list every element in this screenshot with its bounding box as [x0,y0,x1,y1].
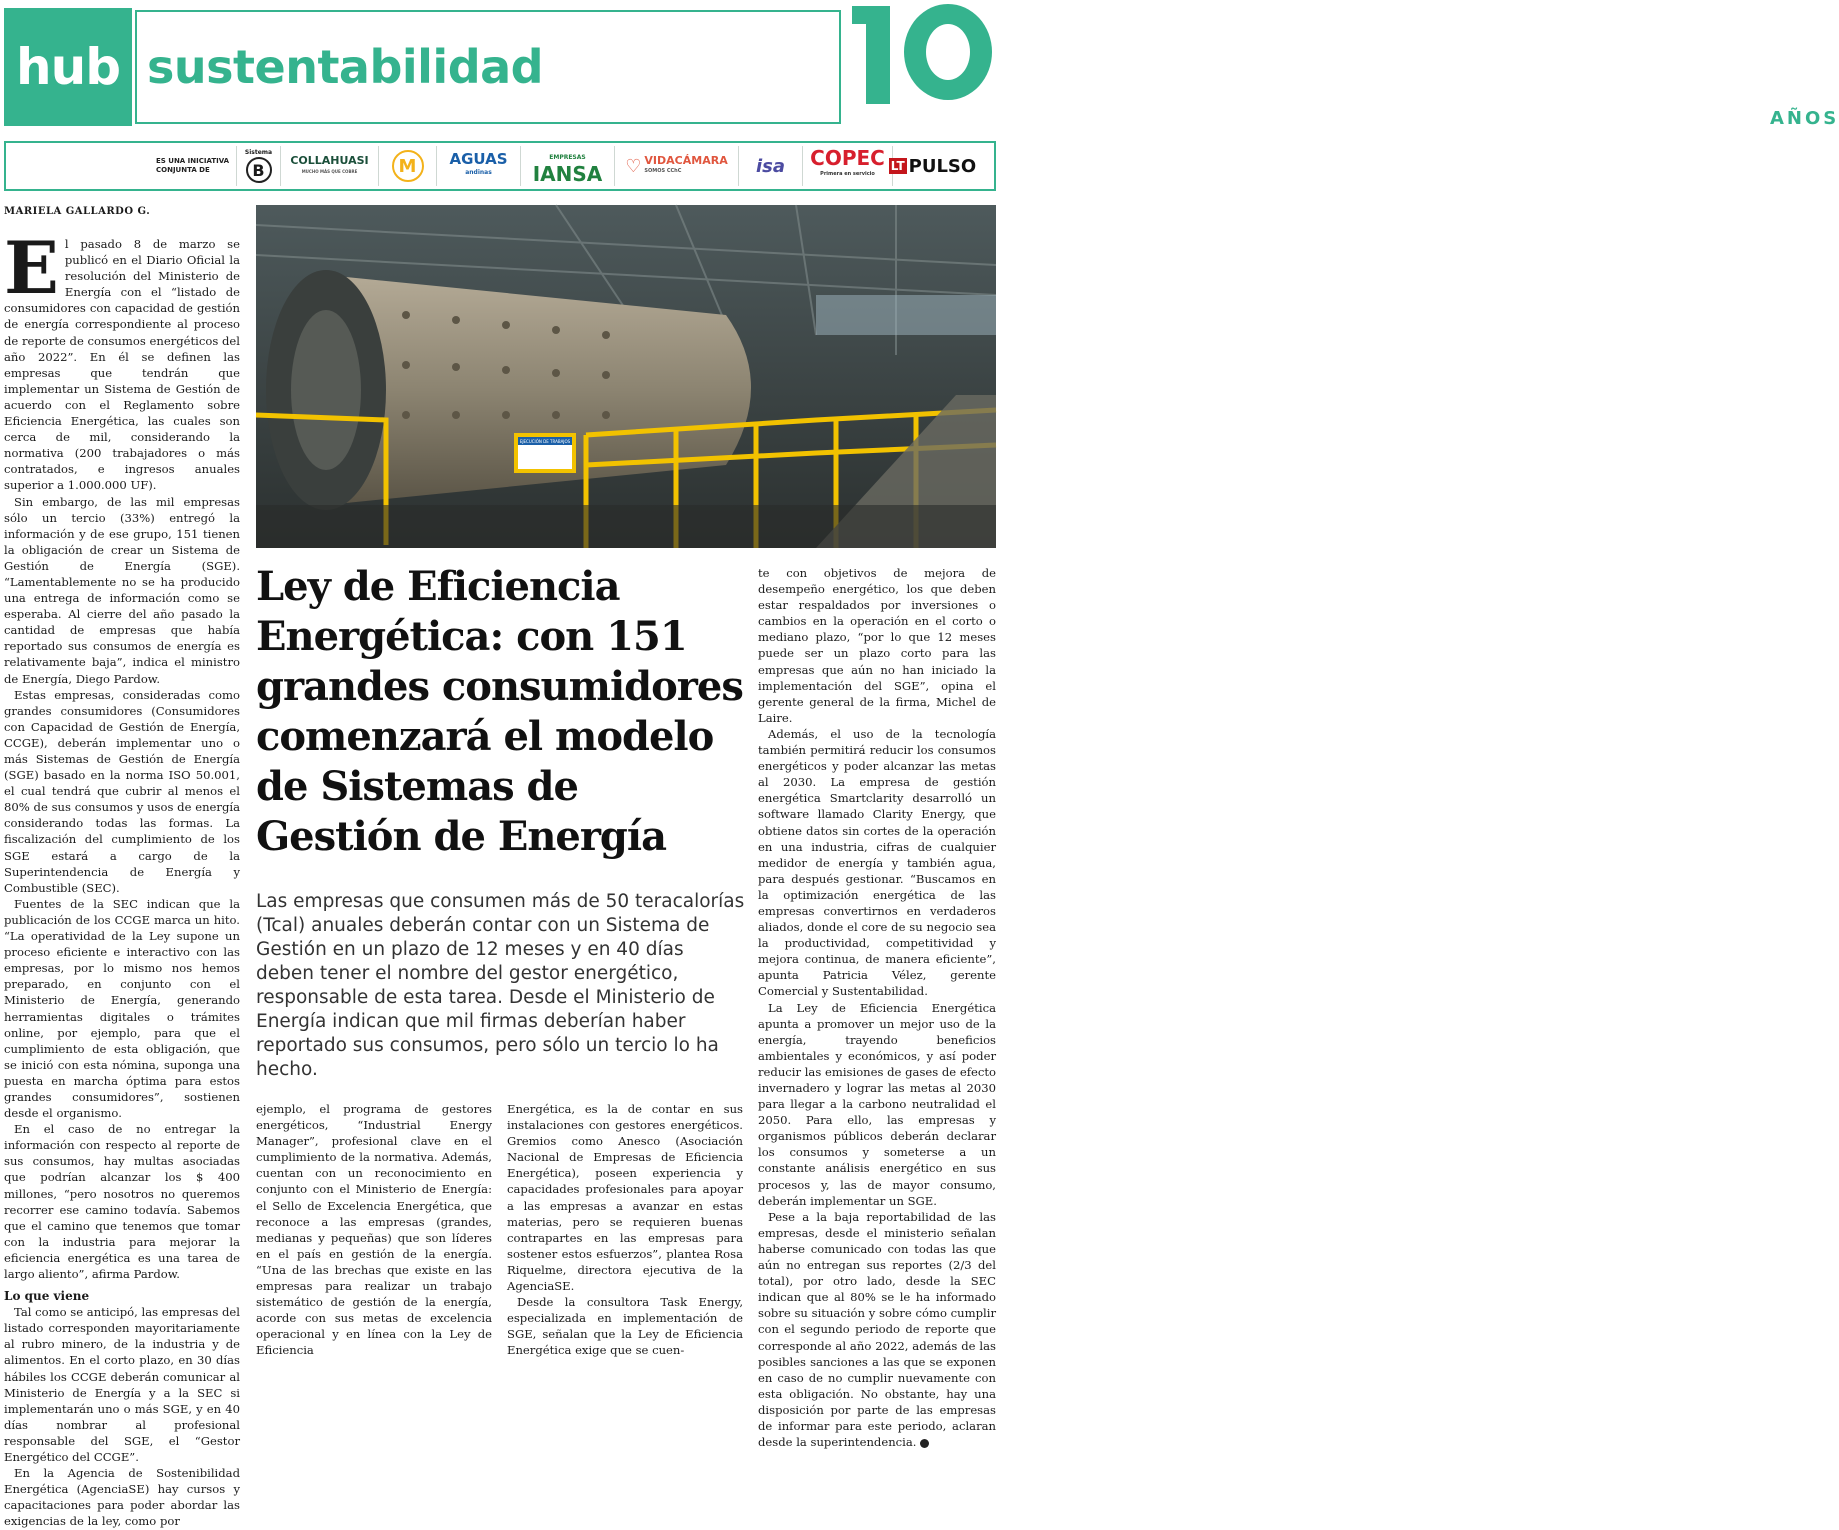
sistema-b-logo-icon: B [246,157,272,183]
dek: Las empresas que consumen más de 50 teracalorías (Tcal) anuales deberán contar con un Sistema de Gestión en un plazo de 12 meses y en 40 días deben tener el nombre del gestor energético, responsable de esta tarea. Desde el Ministerio de Energía indican que mil firmas deberían haber reportado sus consumos, pero sólo un tercio lo ha hecho. [256,891,745,1080]
photo-sign-text: EJECUCIÓN DE TRABAJOS [519,439,571,444]
anniversary-badge [848,0,1839,134]
sponsor-iansa [520,146,614,186]
article-paragraph [758,1209,996,1450]
hub-logo-text: hub [16,38,120,96]
section-header [135,10,841,124]
end-mark-icon [920,1439,929,1448]
sponsors-strip [4,141,996,191]
sponsor-mcdonalds [378,146,436,186]
mcdonalds-logo-icon: M [392,150,424,182]
heart-icon: ♡ [625,155,642,177]
sponsor-vidacamara [614,146,738,186]
sponsor-iansa-top: EMPRESAS [549,154,586,161]
article-paragraph: La Ley de Eficiencia Energética apunta a promover un mejor uso de la energía, trayendo beneficios ambientales y económicos, y así poder reducir las emisiones de gases de efecto invernadero y lograr las metas al 2030 para llegar a la carbono neutralidad el 2050. Para ello, las empresas y organismos públicos deberán declarar los consumos y someterse a un constante análisis energético en sus procesos y, las de mayor consumo, deberán implementar un SGE. [758,1000,997,1208]
paragraph-text: Pese a la baja reportabilidad de las empresas, desde el ministerio señalan haberse comunicado con todas las que aún no entregan sus reportes (2/3 del total), por otro lado, desde la SEC indican que al 80% se le ha informado sobre su situación y sobre cómo cumplir con el segundo periodo de reporte que corresponde al año 2022, además de las posibles sanciones a las que se exponen en caso de no cumplir nuevamente con esta obligación. No obstante, hay una disposición por parte de las empresas de informar para este periodo, aclaran desde la superintendencia. [758,1209,996,1450]
sponsor-copec [802,146,892,186]
article-paragraph: Energética, es la de contar en sus instalaciones con gestores energéticos. Gremios como Anesco (Asociación Nacional de Empresas de Eficiencia Energética), poseen experiencia y capacidades profesionales para apoyar a las empresas a avanzar en estas materias, pero se requieren buenas contrapartes en las empresas para sostener estos esfuerzos”, plantea Rosa Riquelme, directora ejecutiva de la AgenciaSE. [507,1102,743,1294]
article-paragraph: En el caso de no entregar la información con respecto al reporte de sus consumos, hay multas asociadas que podrían alcanzar los $ 400 millones, “pero nosotros no queremos recorrer ese camino todavía. Sabemos que el camino que tenemos que tomar con la industria para mejorar la eficiencia energética es una tarea de largo aliento”, afirma Pardow. [4,1122,240,1281]
article-paragraph: En la Agencia de Sostenibilidad Energética (AgenciaSE) hay cursos y capacitaciones para poder abordar las exigencias de la ley, como por [4,1466,240,1529]
article-column-4 [758,565,997,1450]
sponsor-aguas-tagline: andinas [465,169,492,176]
article-column-2 [256,1101,492,1358]
sponsors-intro: ES UNA INICIATIVA CONJUNTA DE [156,157,230,174]
article-paragraph: te con objetivos de mejora de desempeño energético, los que deben estar respaldados por inversiones o cambios en la operación en el corto o mediano plazo, “por lo que 12 meses puede ser un plazo corto para las empresas que aún no han iniciado la implementación del SGE”, opina el gerente general de la firma, Michel de Laire. [758,566,996,725]
sponsor-iansa-name: IANSA [532,162,603,186]
sponsor-pulso-name: PULSO [908,155,977,177]
sponsor-sistema-b-top: Sistema [244,149,273,156]
article-paragraph: Estas empresas, consideradas como grandes consumidores (Consumidores con Capacidad de Gestión de Energía, CCGE), deberán implementar uno o más Sistemas de Gestión de Energía (SGE) basado en la norma ISO 50.001, el cual tendrá que cubrir al menos el 80% de sus consumos y usos de energía considerando todas las formas. La fiscalización del cumplimiento de los SGE estará a cargo de la Superintendencia de Energía y Combustible (SEC). [4,687,240,895]
industrial-mill-photo [256,205,996,548]
ten-years-logo-icon [848,0,1000,110]
ball-mill-image-icon [256,205,996,548]
paragraph-text: l pasado 8 de marzo se publicó en el Diario Oficial la resolución del Ministerio de Energía con el “listado de consumidores con capacidad de gestión de energía correspondiente al proceso de reporte de consumos energéticos del año 2022”. En él se definen las empresas que tendrán que implementar un Sistema de Gestión de acuerdo con el Reglamento sobre Eficiencia Energética, las cuales son cerca de mil, considerando la normativa (200 trabajadores o más contratados, e ingresos anuales superior a 1.000.000 UF). [4,237,240,493]
sponsor-pulso-prefix: LT [890,159,905,173]
article-paragraph: Tal como se anticipó, las empresas del listado corresponden mayoritariamente al rubro minero, de la industria y de alimentos. En el corto plazo, en 30 días hábiles los CCGE deberán comunicar al Ministerio de Energía y a la SEC si implementarán uno o más SGE, y en 40 días nombrar al profesional responsable del SGE, el “Gestor Energético del CCGE”. [4,1305,240,1465]
article-paragraph: ejemplo, el programa de gestores energéticos, “Industrial Energy Manager”, profesional clave en el cumplimiento de la normativa. Además, cuentan con un reconocimiento en conjunto con el Ministerio de Energía: el Sello de Excelencia Energética, que reconoce a las empresas (grandes, medianas y pequeñas) que son líderes en el país en gestión de la energía. “Una de las brechas que existe en las empresas para realizar un trabajo sistemático de gestión de la energía, acorde con sus metas de excelencia operacional y en línea con la Ley de Eficiencia [256,1102,492,1358]
sponsor-aguas-andinas [436,146,520,186]
sponsor-copec-tagline: Primera en servicio [820,171,875,177]
sponsor-isa-name: isa [755,155,786,177]
sponsor-collahuasi [280,146,378,186]
sponsor-pulso [890,146,977,186]
section-title: sustentabilidad [147,40,544,94]
sponsor-isa [738,146,802,186]
subheading: Lo que viene [4,1289,90,1304]
headline: Ley de Eficiencia Energética: con 151 grandes consumidores comenzará el modelo de Sistemas de Gestión de Energía [256,563,743,860]
hub-logo [4,8,132,126]
article-paragraph: Desde la consultora Task Energy, especializada en implementación de SGE, señalan que la Ley de Eficiencia Energética exige que se cuen- [507,1295,743,1358]
article-paragraph: Sin embargo, de las mil empresas sólo un tercio (33%) entregó la información y de ese grupo, 151 tienen la obligación de crear un Sistema de Gestión de Energía (SGE). “Lamentablemente no se ha producido una entrega de información como se esperaba. Al cierre del año pasado la cantidad de empresas que había reportado sus consumos de energía es relativamente baja”, indica el ministro de Energía, Diego Pardow. [4,494,240,686]
article-paragraph: Fuentes de la SEC indican que la publicación de los CCGE marca un hito. “La operatividad de la Ley supone un proceso eficiente e interactivo con las empresas, por lo mismo nos hemos preparado, en conjunto con el Ministerio de Energía, generando herramientas digitales o trámites online, por ejemplo, para que el cumplimiento de esta obligación, que se inició con esta nómina, suponga una puesta en marcha óptima para estos grandes consumidores”, sostienen desde el organismo. [4,896,240,1121]
article-paragraph [4,225,240,494]
article-column-1 [4,225,240,1529]
sponsor-sistema-b [236,146,280,186]
sponsor-vidacamara-name: VIDACÁMARA [644,154,728,167]
sponsor-collahuasi-tagline: MUCHO MÁS QUE COBRE [301,169,358,174]
sponsor-copec-name: COPEC [810,146,885,170]
article-paragraph: Además, el uso de la tecnología también permitirá reducir los consumos energéticos y poder alcanzar las metas al 2030. La empresa de gestión energética Smartclarity desarrolló un software llamado Clarity Energy, que obtiene datos sin cortes de la operación en una industria, cifras de cualquier medidor de energía y también agua, para después gestionar. “Buscamos en la optimización energética de las empresas convertirnos en verdaderos aliados, donde el core de su negocio sea la productividad, competitividad y mejora continua, de manera eficiente”, apunta Patricia Vélez, gerente Comercial y Sustentabilidad. [758,726,996,999]
sponsor-aguas-name: AGUAS [449,150,508,168]
article-column-3 [507,1101,743,1358]
byline: MARIELA GALLARDO G. [4,206,151,217]
sponsor-collahuasi-name: COLLAHUASI [290,154,369,167]
sponsor-vidacamara-tagline: SOMOS CChC [644,168,682,174]
drop-cap: E [4,225,59,310]
anniversary-label: AÑOS [1770,108,1839,129]
